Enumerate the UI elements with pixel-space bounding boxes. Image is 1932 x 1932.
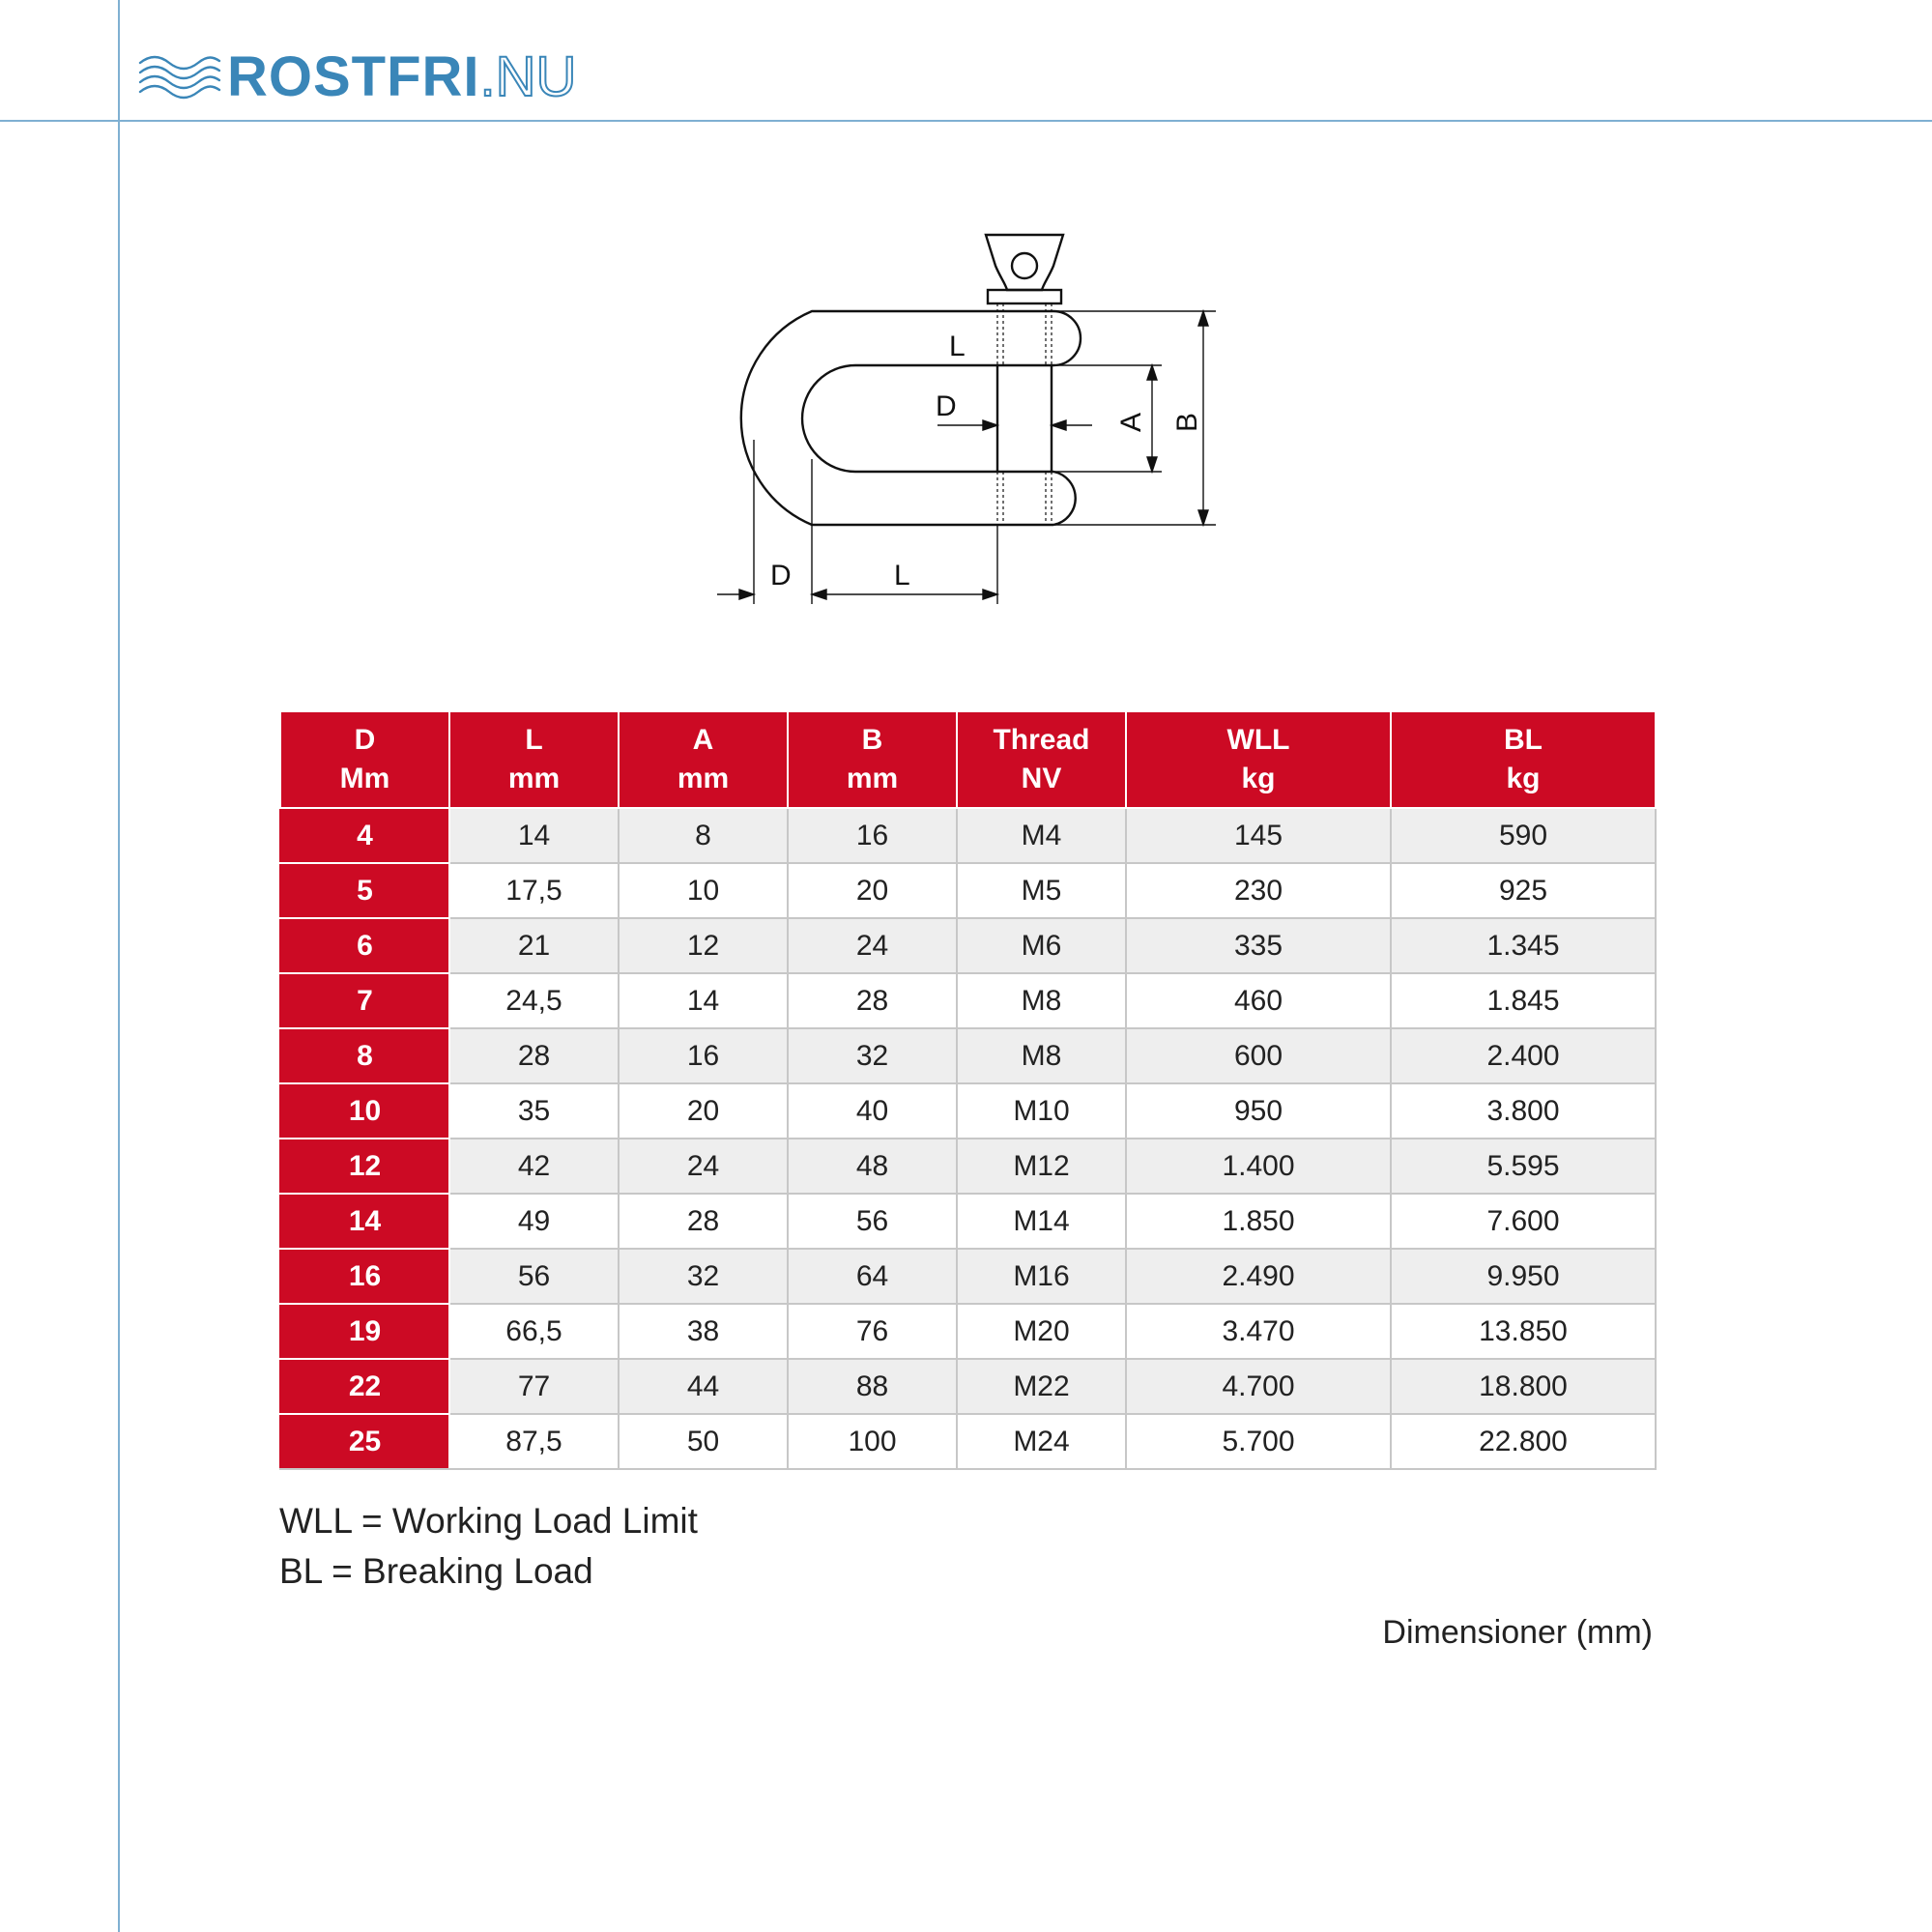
column-header-label: A (692, 724, 714, 756)
brand-logo (138, 45, 577, 108)
table-cell: 24 (619, 1139, 788, 1194)
table-cell: M16 (957, 1249, 1126, 1304)
table-row (280, 863, 1656, 918)
table-cell: 49 (449, 1194, 619, 1249)
table-cell: 335 (1126, 918, 1391, 973)
table-cell: 4.700 (1126, 1359, 1391, 1414)
table-cell: 24,5 (449, 973, 619, 1028)
row-header-cell: 22 (280, 1359, 449, 1414)
label-d-inner: D (936, 390, 957, 422)
table-cell: 28 (788, 973, 957, 1028)
column-header-unit: Mm (339, 763, 390, 794)
row-header-cell: 19 (280, 1304, 449, 1359)
table-row (280, 973, 1656, 1028)
table-cell: 44 (619, 1359, 788, 1414)
row-header-cell: 12 (280, 1139, 449, 1194)
column-header-unit: kg (1241, 763, 1276, 794)
table-cell: 12 (619, 918, 788, 973)
row-header-cell: 7 (280, 973, 449, 1028)
table-row (280, 1139, 1656, 1194)
table-cell: 48 (788, 1139, 957, 1194)
table-cell: 100 (788, 1414, 957, 1469)
column-header (449, 711, 619, 808)
table-cell: M8 (957, 973, 1126, 1028)
column-header-label: L (525, 724, 543, 756)
table-cell: 24 (788, 918, 957, 973)
row-header-cell: 14 (280, 1194, 449, 1249)
column-header (1126, 711, 1391, 808)
table-cell: 5.700 (1126, 1414, 1391, 1469)
pin-eye-hole (1012, 253, 1037, 278)
table-cell: 14 (449, 808, 619, 863)
label-a: A (1115, 412, 1147, 432)
column-header (619, 711, 788, 808)
label-d-bottom: D (770, 560, 792, 591)
table-cell: 1.850 (1126, 1194, 1391, 1249)
table-row (280, 1194, 1656, 1249)
row-header-cell: 5 (280, 863, 449, 918)
table-cell: 40 (788, 1083, 957, 1139)
table-cell: 56 (788, 1194, 957, 1249)
table-cell: 32 (788, 1028, 957, 1083)
column-header-unit: mm (677, 763, 730, 794)
brand-tld: .NU (479, 45, 577, 108)
table-row (280, 918, 1656, 973)
table-row (280, 1304, 1656, 1359)
column-header (957, 711, 1126, 808)
column-header-label: BL (1504, 724, 1543, 756)
table-cell: 17,5 (449, 863, 619, 918)
table-cell: 460 (1126, 973, 1391, 1028)
table-cell: 3.800 (1391, 1083, 1656, 1139)
column-header (1391, 711, 1656, 808)
table-cell: 16 (619, 1028, 788, 1083)
specification-table (279, 710, 1657, 1470)
upper-ear (1053, 311, 1081, 365)
table-cell: M10 (957, 1083, 1126, 1139)
table-row (280, 1083, 1656, 1139)
table-cell: 77 (449, 1359, 619, 1414)
table-cell: 16 (788, 808, 957, 863)
table-cell: 32 (619, 1249, 788, 1304)
table-cell: 1.400 (1126, 1139, 1391, 1194)
abbreviation-notes (279, 1496, 698, 1597)
table-cell: 590 (1391, 808, 1656, 863)
table-cell: 10 (619, 863, 788, 918)
table-cell: 925 (1391, 863, 1656, 918)
table-cell: 145 (1126, 808, 1391, 863)
label-b: B (1171, 412, 1203, 432)
table-cell: 56 (449, 1249, 619, 1304)
table-cell: M4 (957, 808, 1126, 863)
table-cell: 18.800 (1391, 1359, 1656, 1414)
table-cell: 35 (449, 1083, 619, 1139)
table-cell: 28 (619, 1194, 788, 1249)
table-cell: 42 (449, 1139, 619, 1194)
row-header-cell: 16 (280, 1249, 449, 1304)
table-cell: M24 (957, 1414, 1126, 1469)
column-header-unit: mm (846, 763, 899, 794)
table-cell: 600 (1126, 1028, 1391, 1083)
table-row (280, 808, 1656, 863)
table-cell: M12 (957, 1139, 1126, 1194)
waves-icon (138, 53, 221, 101)
table-cell: 20 (619, 1083, 788, 1139)
row-header-cell: 25 (280, 1414, 449, 1469)
note-bl: BL = Breaking Load (279, 1551, 593, 1591)
table-cell: 21 (449, 918, 619, 973)
guide-line-vertical (118, 0, 120, 1932)
label-l-top: L (949, 331, 966, 362)
column-header-unit: NV (1021, 763, 1062, 794)
table-cell: 1.345 (1391, 918, 1656, 973)
table-cell: 1.845 (1391, 973, 1656, 1028)
column-header-unit: kg (1506, 763, 1541, 794)
table-cell: 5.595 (1391, 1139, 1656, 1194)
column-header (788, 711, 957, 808)
lower-ear (1053, 472, 1076, 525)
pin-eye (986, 235, 1063, 290)
table-cell: M5 (957, 863, 1126, 918)
table-cell: M20 (957, 1304, 1126, 1359)
table-cell: 230 (1126, 863, 1391, 918)
column-header-label: B (861, 724, 883, 756)
table-cell: 28 (449, 1028, 619, 1083)
pin-head (988, 290, 1061, 303)
table-cell: 87,5 (449, 1414, 619, 1469)
shackle-diagram (696, 217, 1237, 623)
guide-line-horizontal (0, 120, 1932, 122)
table-cell: 22.800 (1391, 1414, 1656, 1469)
table-cell: 20 (788, 863, 957, 918)
label-l-bottom: L (894, 560, 910, 591)
table-cell: 8 (619, 808, 788, 863)
table-cell: 7.600 (1391, 1194, 1656, 1249)
column-header (280, 711, 449, 808)
table-cell: 38 (619, 1304, 788, 1359)
brand-name: ROSTFRI (227, 45, 480, 108)
table-cell: 64 (788, 1249, 957, 1304)
column-header-label: Thread (993, 724, 1090, 756)
table-body (280, 808, 1656, 1469)
table-cell: 3.470 (1126, 1304, 1391, 1359)
table-cell: 14 (619, 973, 788, 1028)
table-cell: M14 (957, 1194, 1126, 1249)
row-header-cell: 8 (280, 1028, 449, 1083)
column-header-unit: mm (507, 763, 561, 794)
table-cell: 9.950 (1391, 1249, 1656, 1304)
table-row (280, 1249, 1656, 1304)
table-header-row (280, 711, 1656, 808)
table-cell: M22 (957, 1359, 1126, 1414)
row-header-cell: 10 (280, 1083, 449, 1139)
table-cell: 50 (619, 1414, 788, 1469)
column-header-label: D (354, 724, 376, 756)
table-cell: 66,5 (449, 1304, 619, 1359)
row-header-cell: 4 (280, 808, 449, 863)
table-cell: 13.850 (1391, 1304, 1656, 1359)
table-cell: M6 (957, 918, 1126, 973)
table-cell: 2.490 (1126, 1249, 1391, 1304)
column-header-label: WLL (1226, 724, 1290, 756)
table-cell: M8 (957, 1028, 1126, 1083)
table-row (280, 1028, 1656, 1083)
note-wll: WLL = Working Load Limit (279, 1501, 698, 1541)
table-row (280, 1359, 1656, 1414)
dimensions-note: Dimensioner (mm) (1382, 1614, 1653, 1651)
shackle-inner (802, 365, 995, 472)
table-row (280, 1414, 1656, 1469)
table-cell: 950 (1126, 1083, 1391, 1139)
row-header-cell: 6 (280, 918, 449, 973)
table-cell: 88 (788, 1359, 957, 1414)
table-cell: 76 (788, 1304, 957, 1359)
table-cell: 2.400 (1391, 1028, 1656, 1083)
